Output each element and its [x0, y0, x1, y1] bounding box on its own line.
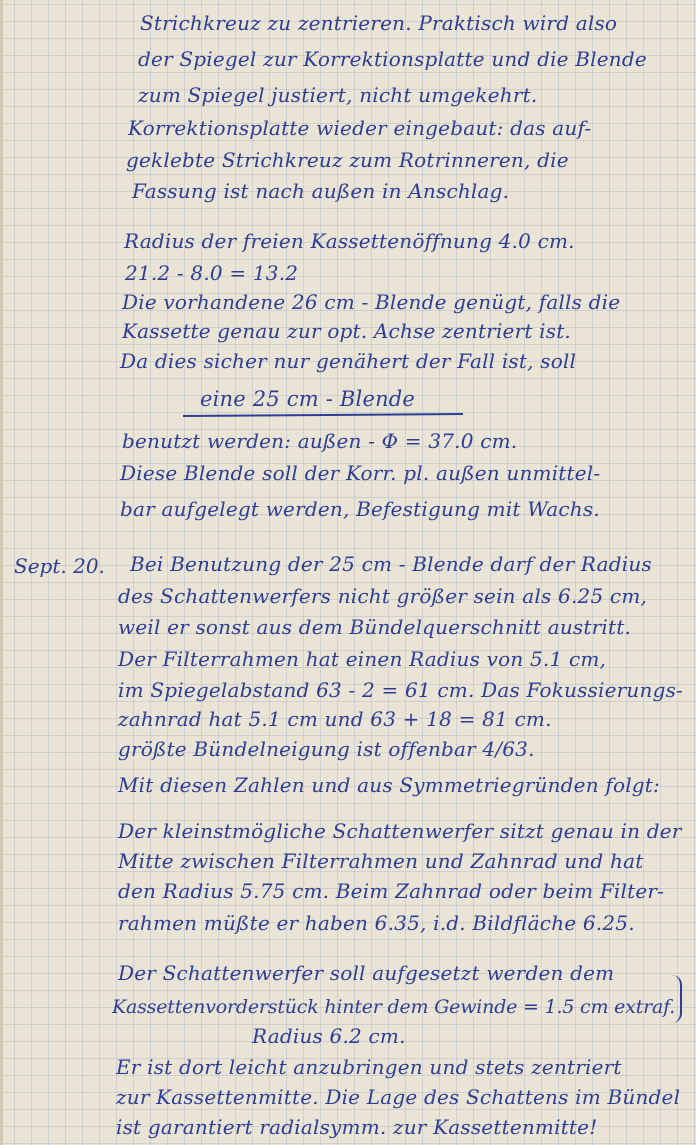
- text-line: im Spiegelabstand 63 - 2 = 61 cm. Das Fokussierungs-: [118, 678, 683, 702]
- entry-date: Sept. 20.: [14, 554, 105, 578]
- text-line: zum Spiegel justiert, nicht umgekehrt.: [138, 83, 538, 107]
- text-line: Da dies sicher nur genähert der Fall ist, soll: [120, 349, 577, 373]
- page-margin-edge: [0, 0, 3, 1145]
- text-line: Bei Benutzung der 25 cm - Blende darf der Radius: [130, 552, 652, 576]
- margin-bracket: [670, 975, 682, 1023]
- text-line: geklebte Strichkreuz zum Rotrinneren, die: [126, 148, 569, 172]
- text-line: bar aufgelegt werden, Befestigung mit Wachs.: [120, 497, 600, 521]
- text-line: den Radius 5.75 cm. Beim Zahnrad oder beim Filter-: [118, 879, 665, 903]
- text-line: Der Filterrahmen hat einen Radius von 5.1 cm,: [118, 647, 607, 671]
- text-line: 21.2 - 8.0 = 13.2: [125, 261, 299, 285]
- text-line: Der kleinstmögliche Schattenwerfer sitzt genau in der: [118, 819, 682, 843]
- text-line: rahmen müßte er haben 6.35, i.d. Bildfläche 6.25.: [118, 911, 635, 935]
- text-line: Kassette genau zur opt. Achse zentriert ist.: [122, 319, 571, 343]
- text-line: Die vorhandene 26 cm - Blende genügt, falls die: [122, 290, 621, 314]
- text-line: Strichkreuz zu zentrieren. Praktisch wird also: [140, 11, 618, 35]
- text-line: Der Schattenwerfer soll aufgesetzt werden dem: [118, 961, 615, 985]
- text-line: Mit diesen Zahlen und aus Symmetriegründen folgt:: [118, 773, 660, 797]
- text-line: Radius 6.2 cm.: [252, 1024, 406, 1048]
- text-line: Radius der freien Kassettenöffnung 4.0 cm.: [124, 229, 575, 253]
- heading-underline: [183, 413, 463, 417]
- text-line: der Spiegel zur Korrektionsplatte und die Blende: [138, 47, 647, 71]
- text-line: Fassung ist nach außen in Anschlag.: [132, 179, 510, 203]
- text-line: weil er sonst aus dem Bündelquerschnitt austritt.: [118, 615, 632, 639]
- text-line: ist garantiert radialsymm. zur Kassettenmitte!: [116, 1115, 598, 1139]
- text-line: Korrektionsplatte wieder eingebaut: das auf-: [128, 116, 592, 140]
- text-line: benutzt werden: außen - Φ = 37.0 cm.: [122, 429, 518, 453]
- text-line: des Schattenwerfers nicht größer sein als 6.25 cm,: [118, 584, 648, 608]
- blende-heading: eine 25 cm - Blende: [200, 387, 416, 411]
- text-line: zahnrad hat 5.1 cm und 63 + 18 = 81 cm.: [118, 707, 552, 731]
- text-line: größte Bündelneigung ist offenbar 4/63.: [118, 737, 535, 761]
- text-line: Kassettenvorderstück hinter dem Gewinde = 1.5 cm extraf.: [112, 996, 676, 1018]
- text-line: Mitte zwischen Filterrahmen und Zahnrad und hat: [118, 849, 644, 873]
- text-line: zur Kassettenmitte. Die Lage des Schattens im Bündel: [116, 1085, 681, 1109]
- text-line: Diese Blende soll der Korr. pl. außen unmittel-: [120, 461, 601, 485]
- text-line: Er ist dort leicht anzubringen und stets zentriert: [116, 1055, 622, 1079]
